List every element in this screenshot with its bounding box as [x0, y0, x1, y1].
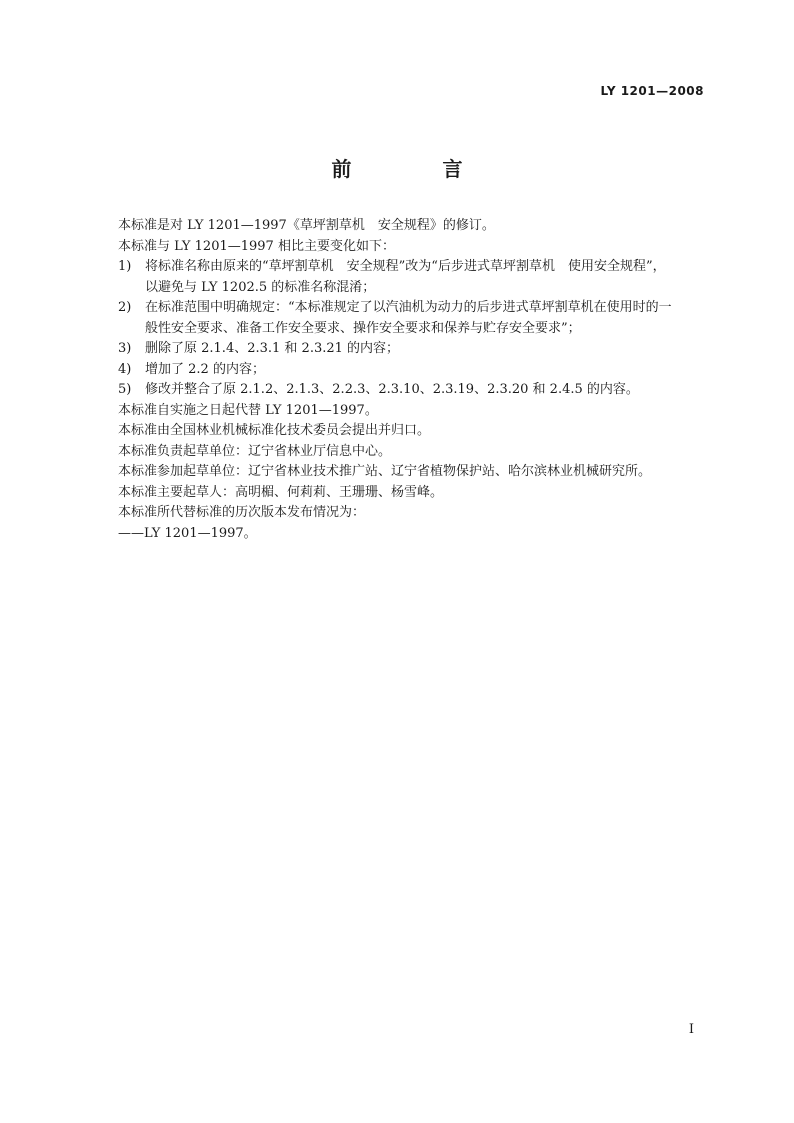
- change-item-number: 1): [118, 259, 132, 274]
- change-item-line: 在标准范围中明确规定：“本标准规定了以汽油机为动力的后步进式草坪割草机在使用时的一: [145, 300, 672, 315]
- paragraph-revision-note: 本标准是对 LY 1201—1997《草坪割草机 安全规程》的修订。: [118, 218, 495, 233]
- change-item-2: [118, 298, 708, 339]
- change-item-number: 3): [118, 341, 132, 356]
- change-item-number: 4): [118, 361, 132, 377]
- paragraph-main-drafters: 本标准主要起草人：高明楣、何莉莉、王珊珊、杨雪峰。: [118, 484, 444, 500]
- paragraph-replacement: 本标准自实施之日起代替 LY 1201—1997。: [118, 402, 378, 418]
- change-item-text: [145, 360, 708, 381]
- change-item-number: 5): [118, 382, 132, 397]
- change-item-text: [145, 298, 708, 339]
- change-item-3: [118, 339, 708, 360]
- change-item-line: 将标准名称由原来的“草坪割草机 安全规程”改为“后步进式草坪割草机 使用安全规程”，: [145, 259, 666, 274]
- change-item-5: [118, 380, 708, 401]
- change-item-number: 2): [118, 300, 132, 315]
- paragraph-changes-intro: 本标准与 LY 1201—1997 相比主要变化如下：: [118, 238, 395, 254]
- change-item-4: [118, 360, 708, 381]
- paragraph-participating-drafters: 本标准参加起草单位：辽宁省林业技术推广站、辽宁省植物保护站、哈尔滨林业机械研究所。: [118, 464, 652, 479]
- foreword-body: [118, 216, 708, 544]
- change-item-line: 增加了 2.2 的内容；: [145, 361, 265, 377]
- paragraph-lead-drafter: 本标准负责起草单位：辽宁省林业厅信息中心。: [118, 443, 392, 459]
- standard-code: LY 1201—2008: [600, 84, 704, 98]
- change-item-line: 以避免与 LY 1202.5 的标准名称混淆；: [145, 279, 376, 295]
- paragraph-history-item: ——LY 1201—1997。: [118, 525, 257, 541]
- change-item-line: 般性安全要求、准备工作安全要求、操作安全要求和保养与贮存安全要求”；: [145, 320, 581, 336]
- change-item-line: 删除了原 2.1.4、2.3.1 和 2.3.21 的内容；: [145, 341, 400, 356]
- page-number: I: [688, 1022, 694, 1037]
- paragraph-proposer: 本标准由全国林业机械标准化技术委员会提出并归口。: [118, 423, 431, 438]
- change-item-text: [145, 339, 708, 360]
- paragraph-history-intro: 本标准所代替标准的历次版本发布情况为：: [118, 505, 366, 520]
- change-item-text: [145, 257, 708, 298]
- change-item-1: [118, 257, 708, 298]
- page-title: 前 言: [331, 157, 505, 181]
- change-item-line: 修改并整合了原 2.1.2、2.1.3、2.2.3、2.3.10、2.3.19、2.3.20 和 2.4.5 的内容。: [145, 382, 639, 397]
- change-item-text: [145, 380, 708, 401]
